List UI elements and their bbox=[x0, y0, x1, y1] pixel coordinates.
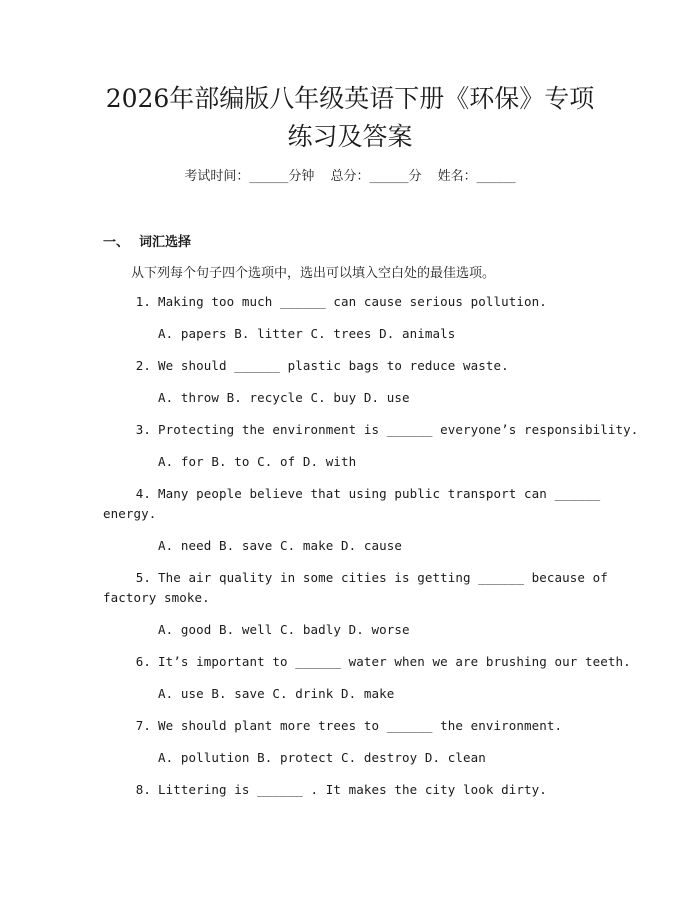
section-heading bbox=[103, 231, 191, 250]
question-options: A. papers B. litter C. trees D. animals bbox=[158, 326, 456, 341]
question-text: It’s important to ______ water when we are brushing our teeth. bbox=[158, 654, 631, 669]
question-number: 6. bbox=[135, 654, 151, 669]
question-continuation: factory smoke. bbox=[103, 590, 210, 605]
exam-name: 姓名：______ bbox=[437, 169, 516, 184]
question-number: 3. bbox=[135, 422, 151, 437]
question-continuation: energy. bbox=[103, 506, 157, 521]
document-title bbox=[60, 80, 640, 156]
question-number: 2. bbox=[135, 358, 151, 373]
question-text: Many people believe that using public transport can ______ bbox=[158, 486, 601, 501]
exam-score: 总分：______分 bbox=[330, 169, 422, 184]
question-options: A. for B. to C. of D. with bbox=[158, 454, 357, 469]
section-number: 一、 bbox=[103, 235, 130, 250]
question-number: 5. bbox=[135, 570, 151, 585]
title-line-1: 2026年部编版八年级英语下册《环保》专项 bbox=[105, 84, 595, 113]
question-text: The air quality in some cities is getting ______ because of bbox=[158, 570, 608, 585]
question-number: 1. bbox=[135, 294, 151, 309]
exam-time: 考试时间：______分钟 bbox=[184, 169, 315, 184]
question-number: 8. bbox=[135, 782, 151, 797]
question-text: We should ______ plastic bags to reduce waste. bbox=[158, 358, 509, 373]
question-options: A. pollution B. protect C. destroy D. clean bbox=[158, 750, 486, 765]
question-options: A. need B. save C. make D. cause bbox=[158, 538, 403, 553]
question-options: A. use B. save C. drink D. make bbox=[158, 686, 395, 701]
section-title: 词汇选择 bbox=[139, 235, 192, 250]
question-number: 4. bbox=[135, 486, 151, 501]
question-text: We should plant more trees to ______ the environment. bbox=[158, 718, 563, 733]
question-text: Protecting the environment is ______ everyone’s responsibility. bbox=[158, 422, 639, 437]
question-text: Making too much ______ can cause serious pollution. bbox=[158, 294, 547, 309]
question-text: Littering is ______ . It makes the city look dirty. bbox=[158, 782, 547, 797]
section-instruction: 从下列每个句子四个选项中，选出可以填入空白处的最佳选项。 bbox=[131, 266, 496, 281]
question-options: A. good B. well C. badly D. worse bbox=[158, 622, 410, 637]
title-line-2: 练习及答案 bbox=[287, 122, 413, 151]
question-number: 7. bbox=[135, 718, 151, 733]
question-options: A. throw B. recycle C. buy D. use bbox=[158, 390, 410, 405]
exam-info bbox=[0, 168, 700, 186]
